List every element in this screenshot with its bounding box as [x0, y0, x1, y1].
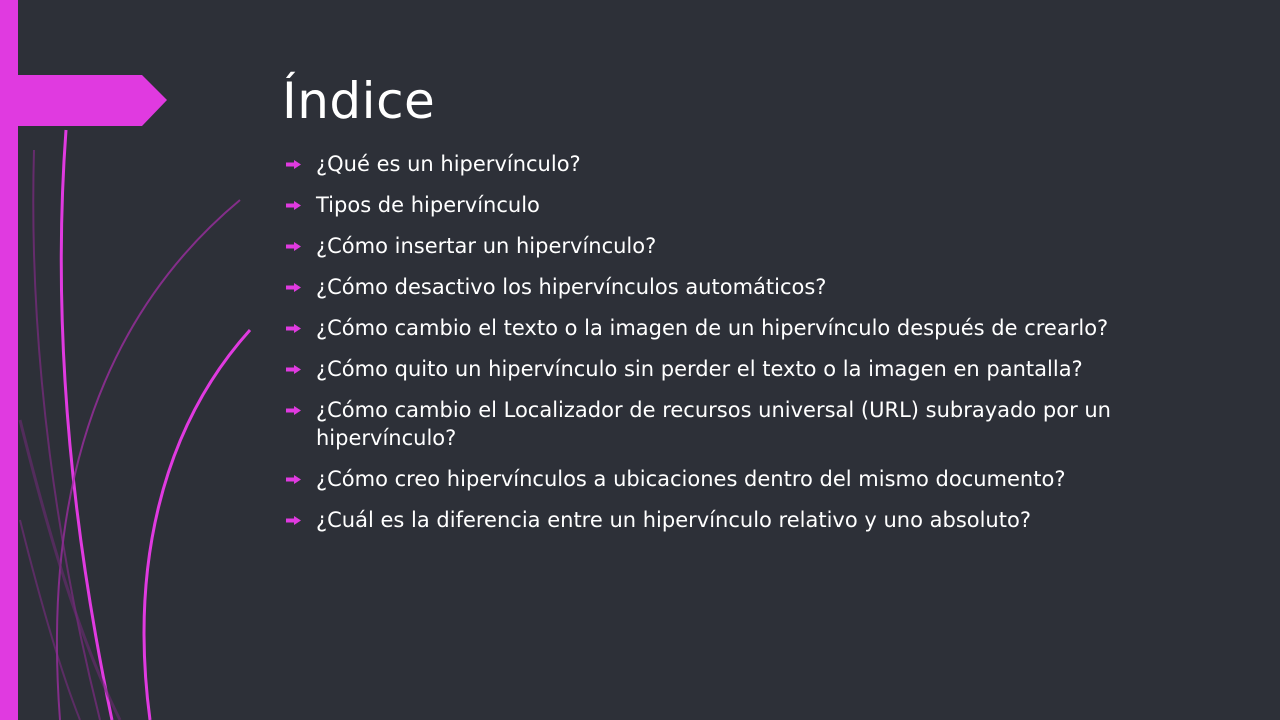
deco-curve-4: [33, 150, 100, 720]
arrow-right-icon: [286, 160, 301, 169]
deco-curve-6: [20, 520, 80, 720]
deco-curve-5: [20, 420, 120, 720]
arrow-right-icon: [286, 365, 301, 374]
arrow-right-icon: [286, 406, 301, 415]
list-item-text: ¿Cómo quito un hipervínculo sin perder el texto o la imagen en pantalla?: [316, 357, 1083, 381]
list-item: [286, 232, 1246, 260]
slide-title: Índice: [282, 72, 436, 130]
list-item-text: ¿Qué es un hipervínculo?: [316, 152, 581, 176]
index-list: [286, 150, 1246, 547]
list-item: [286, 150, 1246, 178]
list-item-text: ¿Cómo creo hipervínculos a ubicaciones dentro del mismo documento?: [316, 467, 1066, 491]
list-item: [286, 355, 1246, 383]
deco-curve-2: [144, 330, 250, 720]
list-item-text: ¿Cómo cambio el texto o la imagen de un hipervínculo después de crearlo?: [316, 316, 1109, 340]
arrow-right-icon: [286, 242, 301, 251]
arrow-right-icon: [286, 283, 301, 292]
arrow-right-icon: [286, 201, 301, 210]
list-item-text: ¿Cómo desactivo los hipervínculos automáticos?: [316, 275, 827, 299]
deco-curve-1: [61, 130, 112, 720]
list-item: [286, 314, 1246, 342]
title-accent-arrow: [0, 75, 167, 126]
list-item: [286, 396, 1246, 452]
list-item: [286, 506, 1246, 534]
list-item-text: ¿Cuál es la diferencia entre un hipervínculo relativo y uno absoluto?: [316, 508, 1031, 532]
deco-curve-3: [57, 200, 240, 720]
list-item: [286, 273, 1246, 301]
list-item-text: ¿Cómo cambio el Localizador de recursos universal (URL) subrayado por un hipervínculo?: [316, 398, 1111, 450]
arrow-right-icon: [286, 475, 301, 484]
list-item: [286, 191, 1246, 219]
list-item-text: ¿Cómo insertar un hipervínculo?: [316, 234, 657, 258]
arrow-right-icon: [286, 516, 301, 525]
list-item: [286, 465, 1246, 493]
arrow-right-icon: [286, 324, 301, 333]
list-item-text: Tipos de hipervínculo: [316, 193, 540, 217]
